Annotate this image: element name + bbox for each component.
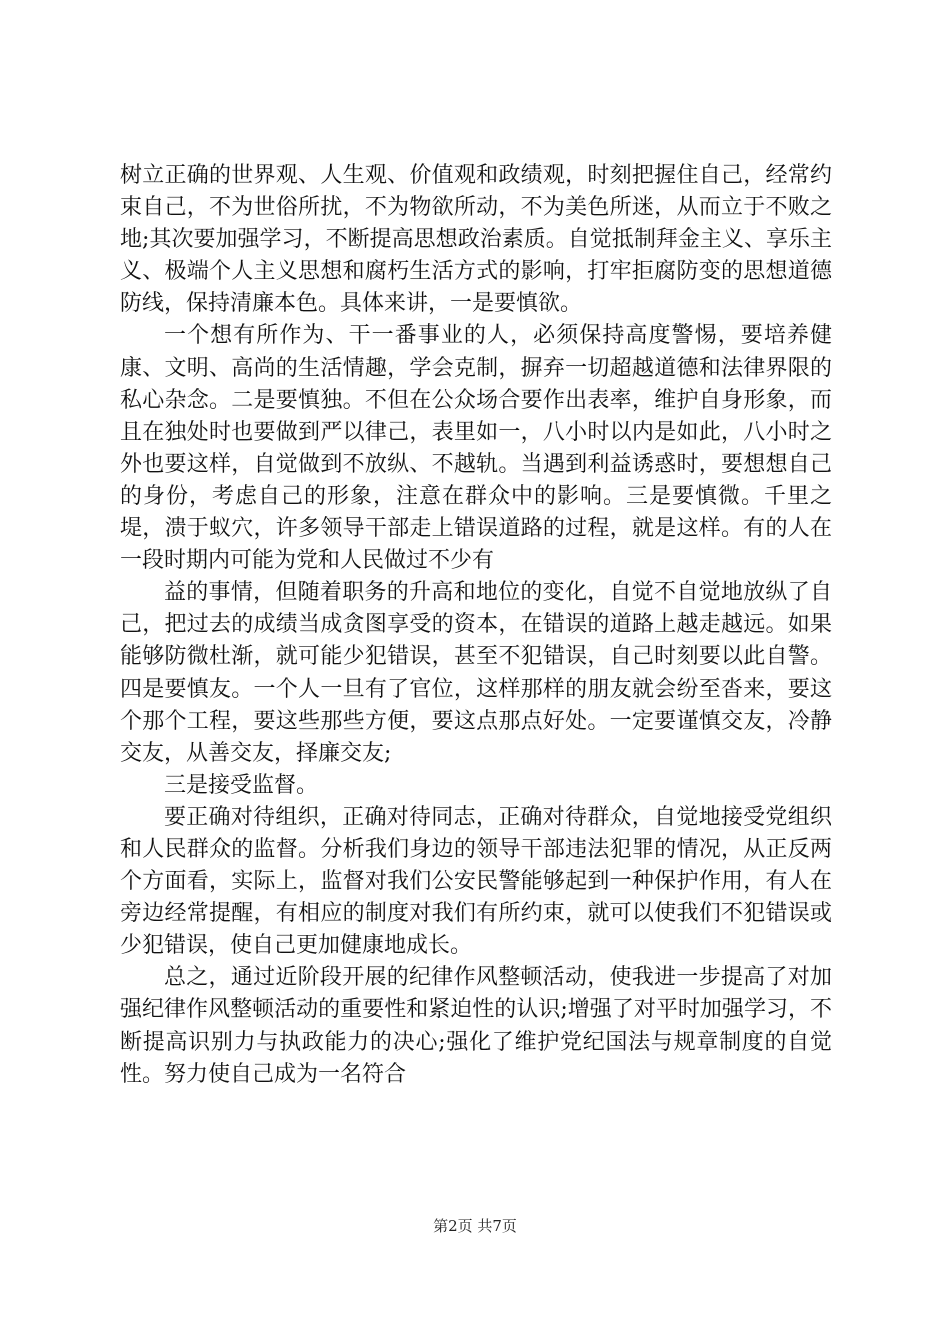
paragraph-3: 益的事情，但随着职务的升高和地位的变化，自觉不自觉地放纵了自己，把过去的成绩当成贪图享受的资本，在错误的道路上越走越远。如果能够防微杜渐，就可能少犯错误，甚至不犯错误，自己时刻要以此自警。四是要慎友。一个人一旦有了官位，这样那样的朋友就会纷至沓来，要这个那个工程，要这些那些方便，要这点那点好处。一定要谨慎交友，冷静交友，从善交友，择廉交友;: [120, 580, 832, 766]
paragraph-5: 要正确对待组织，正确对待同志，正确对待群众，自觉地接受党组织和人民群众的监督。分析我们身边的领导干部违法犯罪的情况，从正反两个方面看，实际上，监督对我们公安民警能够起到一种保护作用，有人在旁边经常提醒，有相应的制度对我们有所约束，就可以使我们不犯错误或少犯错误，使自己更加健康地成长。: [120, 804, 832, 959]
page-number-footer: 第2页 共7页: [433, 1217, 517, 1235]
body-text: [120, 160, 832, 1091]
paragraph-1: 树立正确的世界观、人生观、价值观和政绩观，时刻把握住自己，经常约束自己，不为世俗所扰，不为物欲所动，不为美色所迷，从而立于不败之地;其次要加强学习，不断提高思想政治素质。自觉抵制拜金主义、享乐主义、极端个人主义思想和腐朽生活方式的影响，打牢拒腐防变的思想道德防线，保持清廉本色。具体来讲，一是要慎欲。: [120, 163, 832, 317]
paragraph-4: 三是接受监督。: [164, 772, 319, 798]
paragraph-6: 总之，通过近阶段开展的纪律作风整顿活动，使我进一步提高了对加强纪律作风整顿活动的重要性和紧迫性的认识;增强了对平时加强学习，不断提高识别力与执政能力的决心;强化了维护党纪国法与规章制度的自觉性。努力使自己成为一名符合: [120, 965, 832, 1087]
paragraph-2: 一个想有所作为、干一番事业的人，必须保持高度警惕，要培养健康、文明、高尚的生活情趣，学会克制，摒弃一切超越道德和法律界限的私心杂念。二是要慎独。不但在公众场合要作出表率，维护自身形象，而且在独处时也要做到严以律己，表里如一，八小时以内是如此，八小时之外也要这样，自觉做到不放纵、不越轨。当遇到利益诱惑时，要想想自己的身份，考虑自己的形象，注意在群众中的影响。三是要慎微。千里之堤，溃于蚁穴，许多领导干部走上错误道路的过程，就是这样。有的人在一段时期内可能为党和人民做过不少有: [120, 323, 832, 574]
